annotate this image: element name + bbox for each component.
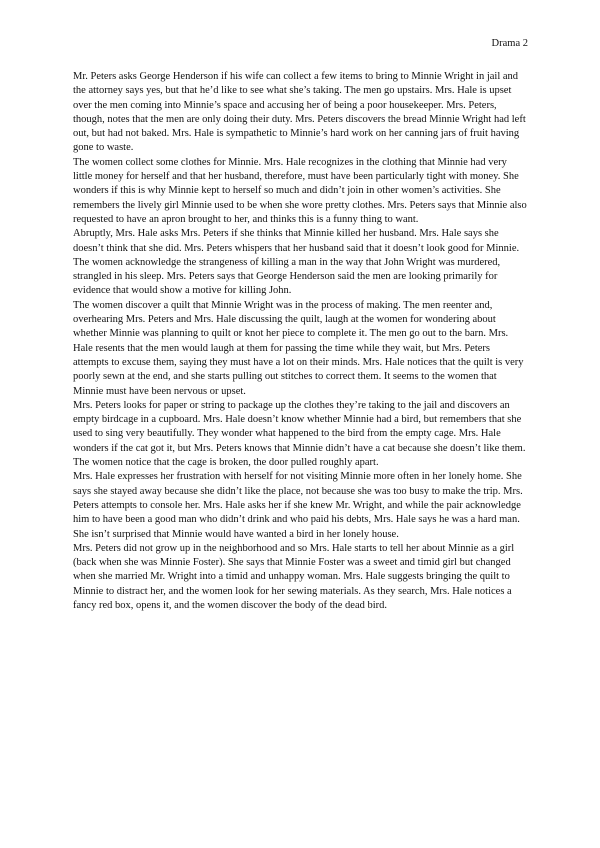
paragraph-3: Abruptly, Mrs. Hale asks Mrs. Peters if she thinks that Minnie killed her husband. Mrs. Hale says she doesn’t think that she did. Mrs. Peters whispers that her husband said that it doesn’t look good for Minnie. The women acknowledge the strangeness of killing a man in the way that John Wright was murdered, strangled in his sleep. Mrs. Peters says that George Henderson said the men are looking primarily for evidence that would show a motive for killing John. [73,228,520,297]
body-text [73,70,528,613]
paragraph-7: Mrs. Peters did not grow up in the neighborhood and so Mrs. Hale starts to tell her about Minnie as a girl (back when she was Minnie Foster). She says that Minnie Foster was a sweet and timid girl but changed when she married Mr. Wright into a timid and unhappy woman. Mrs. Hale suggests bringing the quilt to Minnie to distract her, and the women look for her sewing materials. As they search, Mrs. Hale notices a fancy red box, opens it, and the women discover the body of the dead bird. [73,542,515,611]
paragraph-5: Mrs. Peters looks for paper or string to package up the clothes they’re taking to the jail and discovers an empty birdcage in a cupboard. Mrs. Hale doesn’t know whether Minnie had a bird, but remembers that she used to sing very beautifully. They wonder what happened to the bird from the empty cage. Mrs. Hale wonders if the cat got it, but Mrs. Peters knows that Minnie didn’t have a cat because she doesn’t like them. The women notice that the cage is broken, the door pulled roughly apart. [73,399,526,469]
running-head: Drama 2 [491,38,528,49]
paragraph-1: Mr. Peters asks George Henderson if his wife can collect a few items to bring to Minnie Wright in jail and the attorney says yes, but that he’d like to see what she’s taking. The men go upstairs. Mrs. Hale is upset over the men coming into Minnie’s space and accusing her of being a poor housekeeper. Mrs. Peters, though, notes that the men are only doing their duty. Mrs. Peters discovers the bread Minnie Wright had left out, but had not baked. Mrs. Hale is sympathetic to Minnie’s hard work on her canning jars of fruit having gone to waste. [73,71,526,154]
paragraph-4: The women discover a quilt that Minnie Wright was in the process of making. The men reenter and, overhearing Mrs. Peters and Mrs. Hale discussing the quilt, laugh at the women for wondering about whether Minnie was planning to quilt or knot her piece to complete it. The men go out to the barn. Mrs. Hale resents that the men would laugh at them for passing the time while they wait, but Mrs. Peters attempts to excuse them, saying they must have a lot on their minds. Mrs. Hale notices that the quilt is very poorly sewn at the end, and she starts pulling out stitches to correct them. It seems to the women that Minnie must have been nervous or upset. [73,299,524,397]
paragraph-6: Mrs. Hale expresses her frustration with herself for not visiting Minnie more often in her lonely home. She says she stayed away because she didn’t like the place, not because she was too busy to make the trip. Mrs. Peters attempts to console her. Mrs. Hale asks her if she knew Mr. Wright, and while the pair acknowledge him to have been a good man who didn’t drink and who paid his debts, Mrs. Hale says he was a hard man. She isn’t surprised that Minnie would have wanted a bird in her lonely house. [73,471,523,540]
paragraph-2: The women collect some clothes for Minnie. Mrs. Hale recognizes in the clothing that Minnie had very little money for herself and that her husband, therefore, must have been particularly tight with money. She wonders if this is why Minnie kept to herself so much and didn’t join in other women’s activities. She remembers the lively girl Minnie used to be when she wore pretty clothes. Mrs. Peters says that Minnie also requested to have an apron brought to her, and thinks this is a funny thing to want. [73,156,527,225]
